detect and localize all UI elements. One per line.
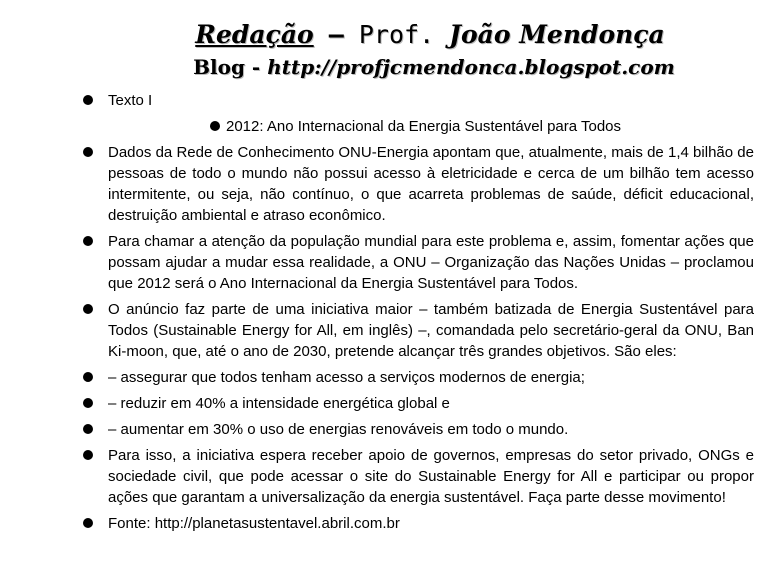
blog-prefix: Blog - [193, 55, 268, 79]
bullet-icon [83, 304, 93, 314]
list-item-text: Dados da Rede de Conhecimento ONU-Energia apontam que, atualmente, mais de 1,4 bilhão de pessoas de todo o mundo não possui acesso à eletricidade e cerca de um bilhão tem acesso intermitente, ou seja, não contínuo, o que acarreta problemas de saúde, déficit educacional, destruição ambiental e atraso econômico. [108, 144, 754, 224]
bullet-icon [83, 372, 93, 382]
bullet-icon [210, 121, 220, 131]
title-redacao: Redação [195, 20, 314, 49]
bullet-icon [83, 147, 93, 157]
blog-line [0, 54, 768, 80]
list-item [0, 299, 768, 362]
list-item [0, 231, 768, 294]
list-item-text: Fonte: http://planetasustentavel.abril.com.br [108, 515, 400, 532]
bullet-icon [83, 424, 93, 434]
list-item [0, 90, 768, 111]
list-item [0, 367, 768, 388]
list-item-text: Para isso, a iniciativa espera receber apoio de governos, empresas do setor privado, ONGs e sociedade civil, que pode acessar o site do Sustainable Energy for All e participar ou propor ações que garantam a universalização da energia sustentável. Faça parte desse movimento! [108, 447, 754, 506]
title-prof: Prof. [358, 20, 450, 49]
title-separator: – [313, 20, 359, 49]
list-item-text: – aumentar em 30% o uso de energias renováveis em todo o mundo. [108, 421, 569, 438]
list-item [0, 393, 768, 414]
title-author-name: João Mendonça [449, 20, 665, 49]
list-item-text: O anúncio faz parte de uma iniciativa maior – também batizada de Energia Sustentável para Todos (Sustainable Energy for All, em inglês) –, comandada pelo secretário-geral da ONU, Ban Ki-moon, que, até o ano de 2030, pretende alcançar três grandes objetivos. São eles: [108, 301, 754, 360]
list-item-text: – reduzir em 40% a intensidade energética global e [108, 395, 450, 412]
bullet-icon [83, 236, 93, 246]
list-item-text: 2012: Ano Internacional da Energia Sustentável para Todos [226, 118, 622, 135]
list-item [0, 445, 768, 508]
list-item-text: Para chamar a atenção da população mundial para este problema e, assim, fomentar ações que possam ajudar a mudar essa realidade, a ONU – Organização das Nações Unidas – proclamou que 2012 será o Ano Internacional da Energia Sustentável para Todos. [108, 233, 754, 292]
list-item [0, 419, 768, 440]
bullet-icon [83, 95, 93, 105]
bullet-icon [83, 398, 93, 408]
list-item-text: Texto I [108, 92, 153, 109]
blog-url: http://profjcmendonca.blogspot.com [267, 55, 675, 79]
bullet-icon [83, 518, 93, 528]
bullet-list [0, 90, 768, 539]
bullet-icon [83, 450, 93, 460]
page-title [0, 20, 768, 50]
list-item-text: – assegurar que todos tenham acesso a serviços modernos de energia; [108, 369, 585, 386]
list-item [0, 513, 768, 534]
list-item-sub [0, 116, 768, 137]
list-item [0, 142, 768, 226]
